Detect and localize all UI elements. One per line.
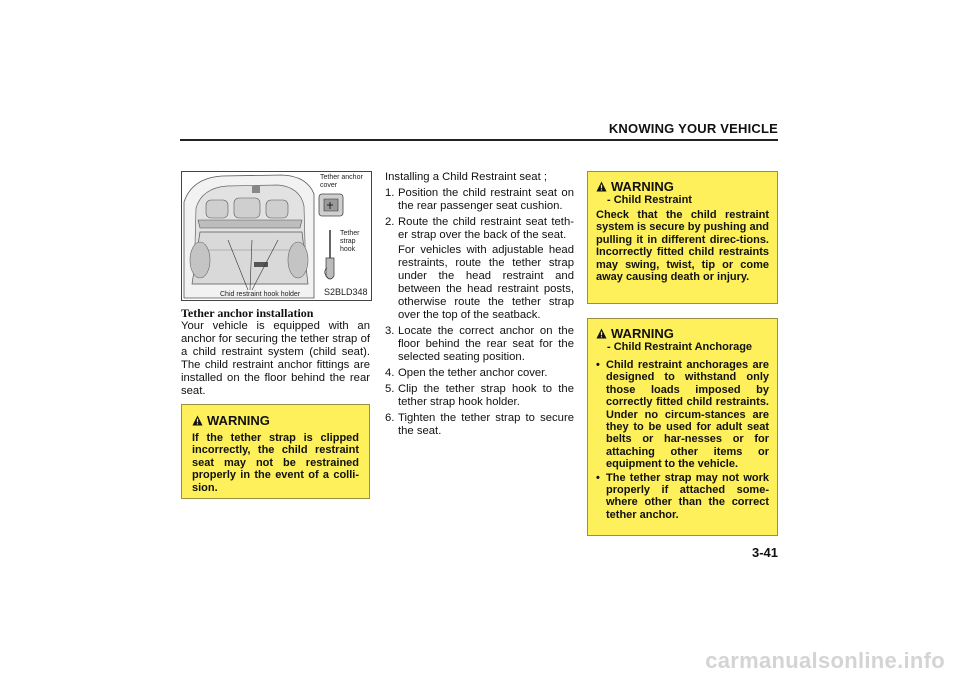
warning-header xyxy=(192,413,359,428)
watermark-text: carmanualsonline.info xyxy=(705,648,945,673)
label-hook-holder: Chid restraint hook holder xyxy=(220,291,301,298)
section-title: KNOWING YOUR VEHICLE xyxy=(608,121,778,136)
figure-code: S2BLD348 xyxy=(324,287,368,297)
warning-title: WARNING xyxy=(611,179,674,194)
step-note: For vehicles with adjustable head restraints, route the tether strap under the head restraint and between the head restraint posts, otherwise route the tether strap over the top of the seatback. xyxy=(398,244,574,321)
installation-intro: Installing a Child Restraint seat ; xyxy=(385,171,548,183)
step-item xyxy=(385,383,574,409)
step-text: Route the child restraint seat teth-er strap over the back of the seat. xyxy=(398,216,574,241)
step-number: 5. xyxy=(385,383,395,395)
step-text: Tighten the tether strap to secure the seat. xyxy=(398,412,574,437)
warning-subtitle: - Child Restraint xyxy=(607,194,692,206)
warning-triangle-icon xyxy=(192,415,203,426)
installation-instructions xyxy=(385,171,574,438)
left-column-text xyxy=(181,307,370,398)
step-number: 4. xyxy=(385,367,395,379)
warning-title: WARNING xyxy=(207,413,270,428)
warning-box-child-restraint xyxy=(587,171,778,304)
step-text: Locate the correct anchor on the floor behind the rear seat for the selected seating position. xyxy=(398,325,574,363)
warning-bullet: • The tether strap may not work properly if attached some-where other than the correct tether anchor. xyxy=(596,472,769,522)
step-number: 6. xyxy=(385,412,395,424)
warning-box-tether-clip xyxy=(181,404,370,499)
label-anchor-cover: Tether anchor cover xyxy=(320,174,363,189)
step-item xyxy=(385,216,574,322)
warning-bullets xyxy=(596,359,769,521)
warning-triangle-icon xyxy=(596,181,607,192)
warning-bullet: • Child restraint anchorages are designed to withstand only those loads imposed by correctly fitted child restraints. Under no circum-stances are they to be used for adult seat belts or har-nesses or for attaching other items or equipment to the vehicle. xyxy=(596,359,769,471)
step-item xyxy=(385,367,574,380)
tether-anchor-figure xyxy=(181,171,372,301)
step-item xyxy=(385,187,574,213)
warning-header xyxy=(596,326,769,341)
step-number: 2. xyxy=(385,216,395,228)
warning-subtitle: - Child Restraint Anchorage xyxy=(607,341,753,353)
step-item xyxy=(385,325,574,364)
warning-body: Check that the child restraint system is secure by pushing and pulling it in different direc-tions. Incorrectly fitted child restraints may swing, twist, tip or come away causing death or injury. xyxy=(596,209,770,284)
step-number: 1. xyxy=(385,187,395,199)
page-number: 3-41 xyxy=(751,545,778,560)
installation-steps xyxy=(385,187,574,438)
warning-body: If the tether strap is clipped incorrectly, the child restraint seat may not be restrained properly in the event of a colli-sion. xyxy=(192,432,359,494)
step-text: Clip the tether strap hook to the tether strap hook holder. xyxy=(398,383,574,408)
warning-header xyxy=(596,179,769,194)
step-text: Open the tether anchor cover. xyxy=(398,367,548,379)
header-rule xyxy=(180,139,778,141)
anchor-paragraph: Your vehicle is equipped with an anchor for securing the tether strap of a child restraint system (child seat). The child restraint anchor fittings are installed on the floor behind the rear seat. xyxy=(181,320,370,397)
step-item xyxy=(385,412,574,438)
warning-box-anchorage xyxy=(587,318,778,536)
warning-triangle-icon xyxy=(596,328,607,339)
label-strap-hook: Tether strap hook xyxy=(340,230,360,253)
section-heading: Tether anchor installation xyxy=(181,306,314,320)
warning-title: WARNING xyxy=(611,326,674,341)
step-text: Position the child restraint seat on the rear passenger seat cushion. xyxy=(398,187,574,212)
step-number: 3. xyxy=(385,325,395,337)
